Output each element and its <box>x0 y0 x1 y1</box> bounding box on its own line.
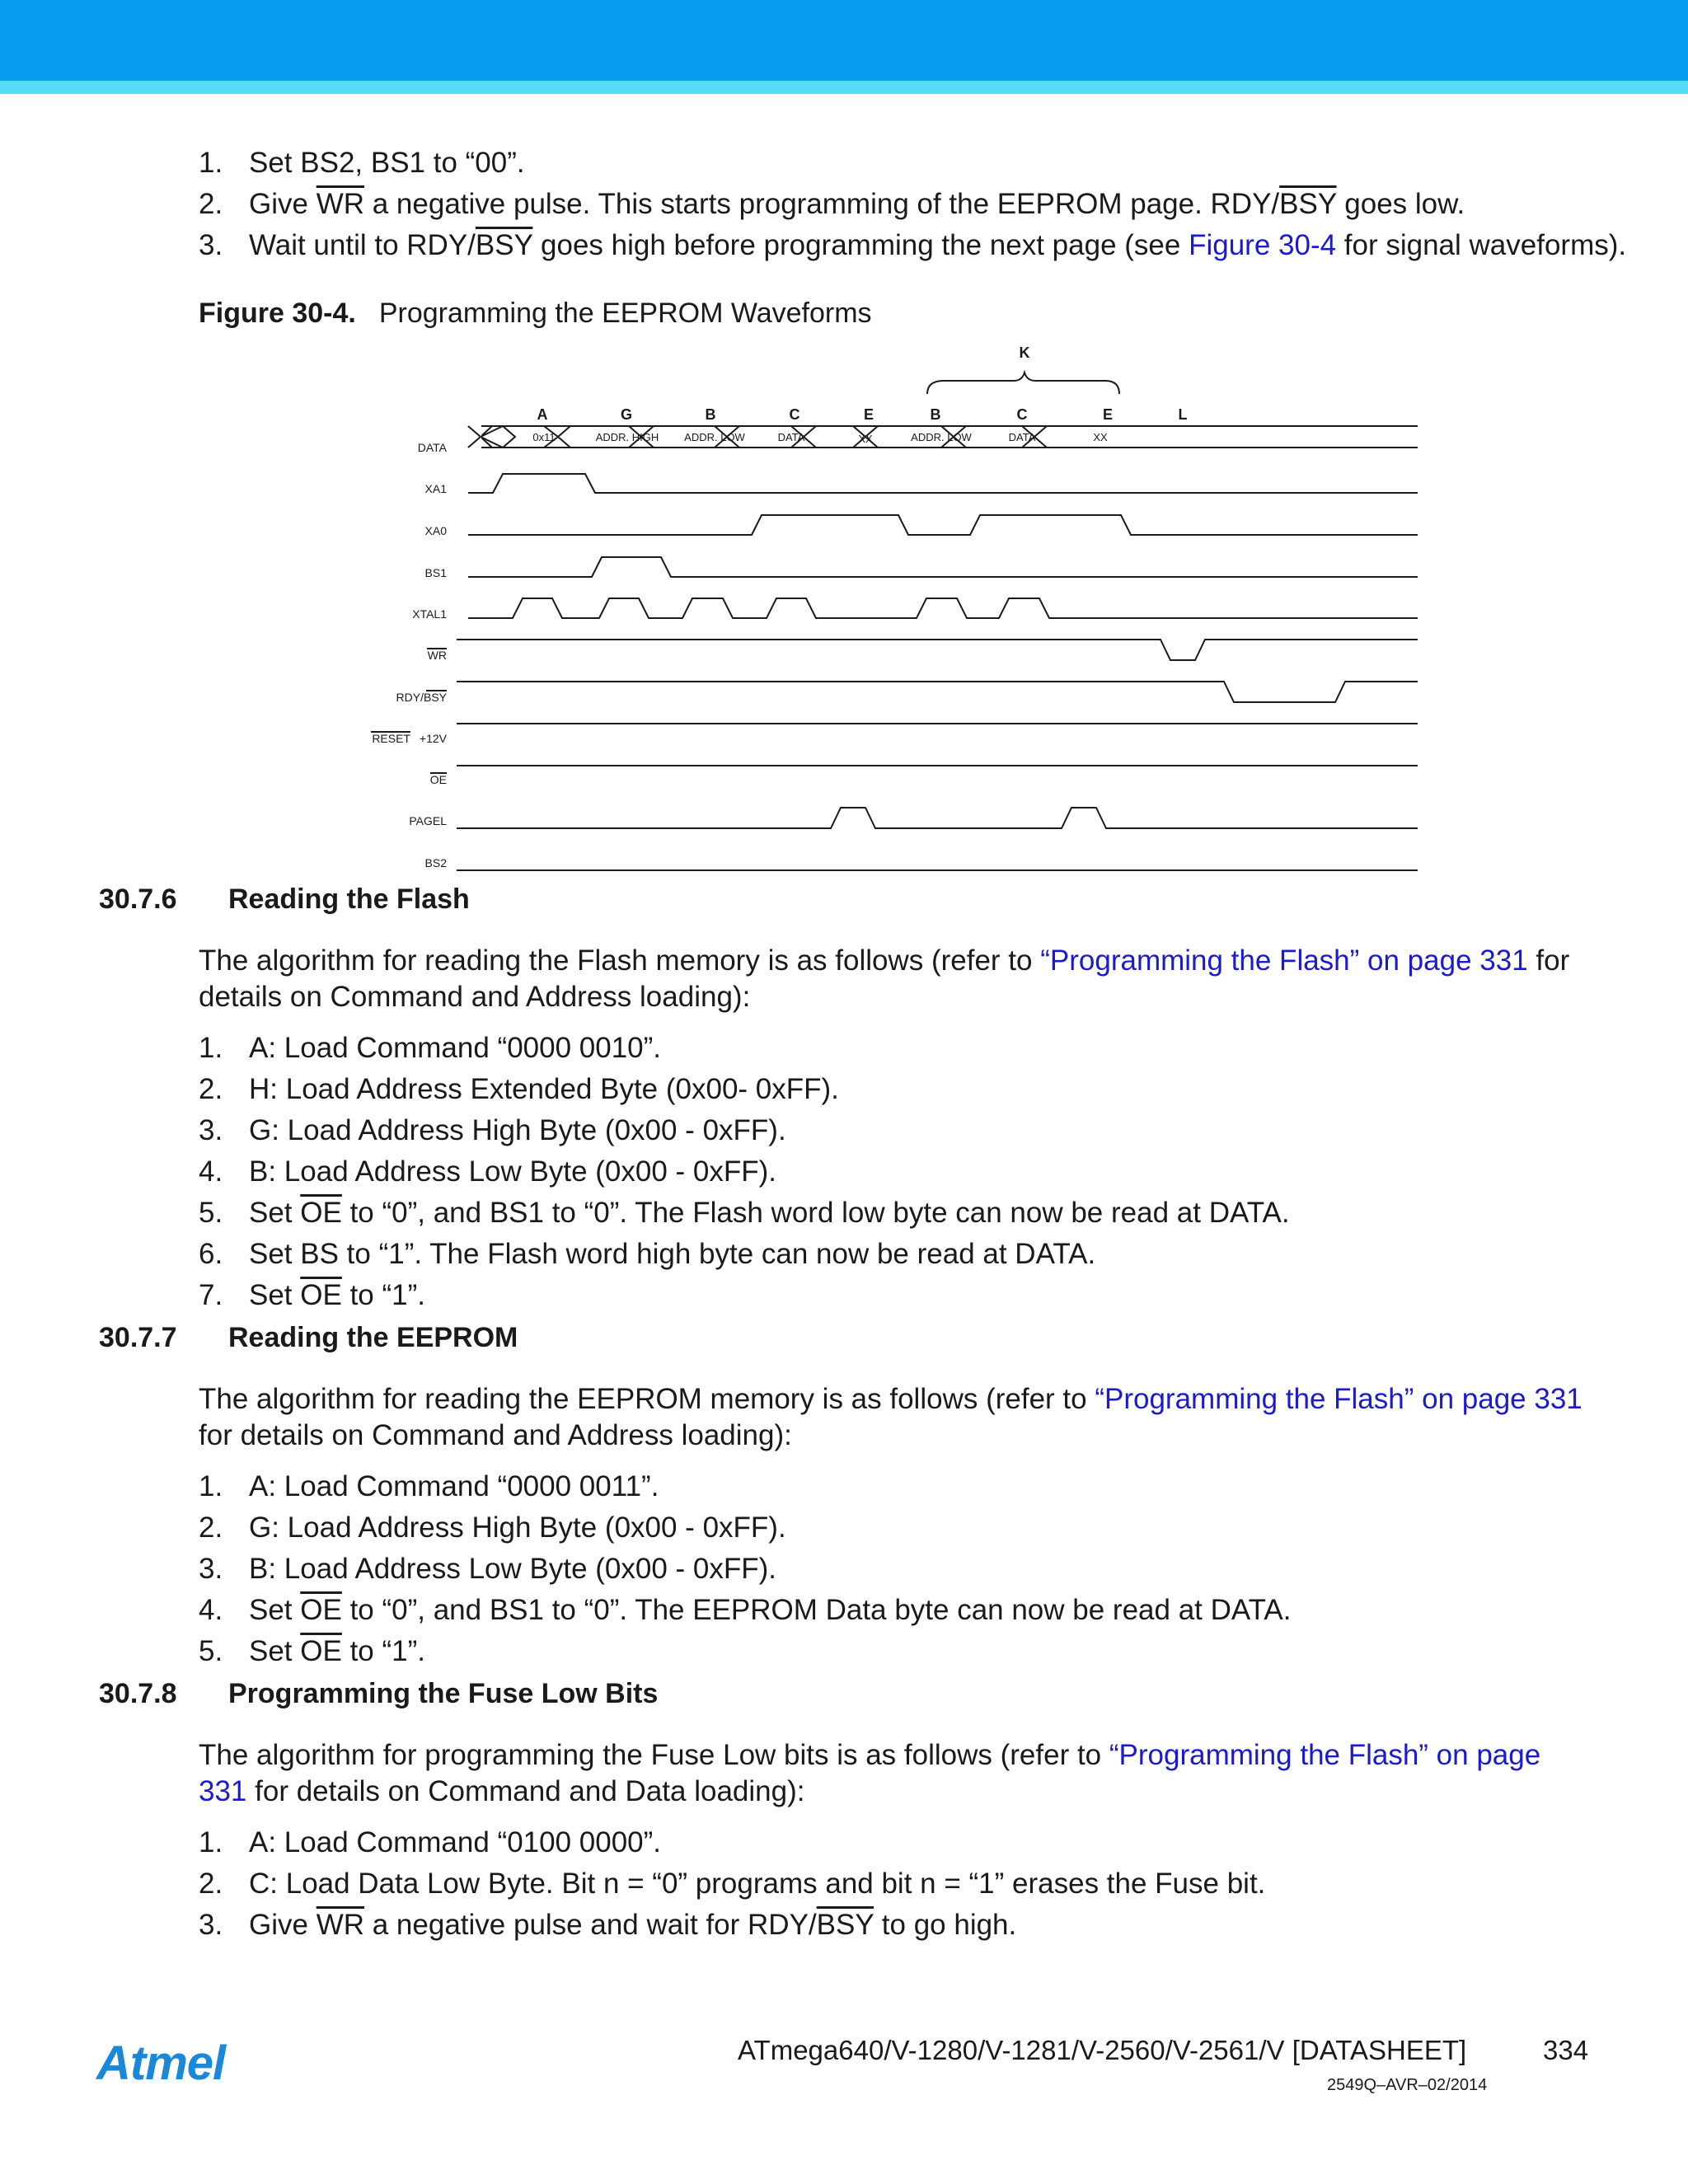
list-number: 6. <box>199 1238 223 1270</box>
paragraph-text: for details on Command and Address loading): <box>199 944 1570 1013</box>
overline-signal: $\overline{OE}$ <box>300 1197 342 1229</box>
figure-title: Programming the EEPROM Waveforms <box>378 298 872 329</box>
list-text: A: Load Command “0000 0011”. <box>249 1470 659 1502</box>
list-number: 3. <box>199 1553 223 1585</box>
signal-label-xtal1: XTAL1 <box>412 607 447 621</box>
list-number: 2. <box>199 188 223 220</box>
list-text: Set <box>249 1635 301 1667</box>
section-number: 30.7.8 <box>99 1678 177 1709</box>
list-text: Set BS2, BS1 to “00”. <box>249 147 525 179</box>
phase-letter: B <box>705 406 716 423</box>
list-item <box>199 186 1465 223</box>
signal-label-12v: +12V <box>419 732 447 745</box>
list-text: A: Load Command “0000 0010”. <box>249 1032 662 1064</box>
list-item <box>199 145 525 181</box>
list-text: H: Load Address Extended Byte (0x00- 0xFF). <box>249 1073 839 1105</box>
list-text: goes high before programming the next page (see <box>532 229 1189 261</box>
signal-label-pagel: PAGEL <box>409 814 447 827</box>
list-text: to “1”. <box>341 1279 425 1311</box>
list-number: 2. <box>199 1868 223 1900</box>
signal-label-rdy-bsy: RDY/BSY <box>396 691 447 704</box>
xa1-waveform <box>468 474 1418 493</box>
list-text: Give <box>249 188 316 220</box>
signal-label-oe: OE <box>429 773 447 786</box>
list-item <box>199 1866 1265 1902</box>
paragraph <box>199 943 1592 1015</box>
list-text: Set <box>249 1197 301 1229</box>
phase-letter: B <box>930 406 941 423</box>
list-text: Set <box>249 1594 301 1626</box>
list-number: 5. <box>199 1197 223 1229</box>
list-text: A: Load Command “0100 0000”. <box>249 1826 662 1858</box>
phase-letter: A <box>537 406 548 423</box>
list-number: 2. <box>199 1073 223 1105</box>
data-value: ADDR. HIGH <box>595 431 659 443</box>
list-text: G: Load Address High Byte (0x00 - 0xFF). <box>249 1114 786 1146</box>
section-number: 30.7.7 <box>99 1322 177 1353</box>
overline-signal: $\overline{OE}$ <box>300 1279 342 1311</box>
signal-label-bs1: BS1 <box>424 566 447 579</box>
figure-caption <box>199 295 872 331</box>
phase-letter: E <box>863 406 874 423</box>
list-item <box>199 1071 839 1108</box>
list-item <box>199 1113 786 1149</box>
xa0-waveform <box>468 515 1418 535</box>
list-text: to go high. <box>874 1909 1017 1941</box>
list-text: B: Load Address Low Byte (0x00 - 0xFF). <box>249 1155 777 1188</box>
paragraph-text: The algorithm for reading the Flash memory is as follows (refer to <box>199 944 1041 977</box>
wr-waveform <box>457 640 1418 660</box>
brace-label: K <box>1019 344 1030 361</box>
list-item <box>199 1633 425 1670</box>
list-number: 4. <box>199 1594 223 1626</box>
waveform-diagram <box>354 334 1426 878</box>
section-number: 30.7.6 <box>99 883 177 915</box>
list-item <box>199 1510 786 1546</box>
overline-signal: $\overline{BSY}$ <box>1279 188 1337 220</box>
list-item <box>199 1592 1292 1629</box>
phase-letter: E <box>1102 406 1114 423</box>
paragraph-text: The algorithm for reading the EEPROM memory is as follows (refer to <box>199 1383 1095 1415</box>
list-number: 7. <box>199 1279 223 1311</box>
paragraph-text: for details on Command and Data loading): <box>246 1775 805 1807</box>
cross-reference-link[interactable]: “Programming the Flash” on page 331 <box>1095 1383 1582 1415</box>
overline-signal: $\overline{OE}$ <box>300 1594 342 1626</box>
list-text: C: Load Data Low Byte. Bit n = “0” programs and bit n = “1” erases the Fuse bit. <box>249 1868 1266 1900</box>
cross-reference-link[interactable]: “Programming the Flash” on page 331 <box>199 1739 1541 1807</box>
section-title: Reading the Flash <box>228 883 470 915</box>
signal-label-bs2: BS2 <box>424 856 447 869</box>
list-number: 1. <box>199 1826 223 1858</box>
list-item <box>199 1030 661 1066</box>
overline-signal: $\overline{WR}$ <box>316 1909 365 1941</box>
signal-label-data: DATA <box>417 441 447 454</box>
data-value: ADDR. LOW <box>911 431 972 443</box>
header-band <box>0 0 1688 81</box>
section-heading <box>99 1675 658 1712</box>
list-item <box>199 1195 1290 1231</box>
signal-label-wr: WR <box>427 649 447 662</box>
data-value: DATA <box>777 431 805 443</box>
list-item <box>199 1277 425 1314</box>
list-item <box>199 1907 1016 1943</box>
section-heading <box>99 1319 518 1356</box>
paragraph <box>199 1381 1592 1454</box>
signal-label-reset: RESET <box>372 732 410 745</box>
page-number: 334 <box>1543 2035 1589 2065</box>
phase-letter: L <box>1178 406 1188 423</box>
rdy-bsy-waveform <box>457 682 1418 702</box>
list-number: 1. <box>199 147 223 179</box>
header-stripe <box>0 81 1688 94</box>
section-title: Programming the Fuse Low Bits <box>228 1678 659 1709</box>
list-number: 1. <box>199 1470 223 1502</box>
list-text: Set BS to “1”. The Flash word high byte can now be read at DATA. <box>249 1238 1096 1270</box>
data-value: XX <box>858 433 873 445</box>
section-heading <box>99 881 470 917</box>
list-number: 3. <box>199 229 223 261</box>
brace <box>927 373 1119 394</box>
list-text: to “0”, and BS1 to “0”. The EEPROM Data byte can now be read at DATA. <box>341 1594 1292 1626</box>
list-text: to “1”. <box>341 1635 425 1667</box>
bs1-waveform <box>468 557 1418 577</box>
phase-letter: G <box>620 406 633 423</box>
xtal1-waveform <box>468 598 1418 618</box>
list-number: 3. <box>199 1114 223 1146</box>
list-text: a negative pulse. This starts programming of the EEPROM page. RDY/ <box>364 188 1280 220</box>
list-number: 4. <box>199 1155 223 1188</box>
data-value: XX <box>1093 431 1108 443</box>
phase-letter: C <box>1016 406 1028 423</box>
data-value: 0x11 <box>532 431 556 443</box>
figure-link[interactable]: Figure 30-4 <box>1189 229 1337 261</box>
overline-signal: $\overline{BSY}$ <box>816 1909 874 1941</box>
list-text: Give <box>249 1909 316 1941</box>
list-item <box>199 1469 659 1505</box>
paragraph-text: The algorithm for programming the Fuse Low bits is as follows (refer to <box>199 1739 1109 1771</box>
list-text: for signal waveforms). <box>1336 229 1627 261</box>
data-bus-crossings <box>503 426 515 448</box>
list-item <box>199 227 1626 264</box>
figure-label: Figure 30-4. <box>199 298 356 329</box>
data-value: DATA <box>1008 431 1036 443</box>
paragraph-text: for details on Command and Address loading): <box>199 1419 792 1451</box>
atmel-logo: Atmel <box>96 2036 226 2090</box>
list-text: to “0”, and BS1 to “0”. The Flash word low byte can now be read at DATA. <box>341 1197 1290 1229</box>
overline-signal: $\overline{WR}$ <box>316 188 365 220</box>
document-code: 2549Q–AVR–02/2014 <box>1327 2076 1488 2094</box>
list-item <box>199 1825 661 1861</box>
pagel-waveform <box>457 808 1418 828</box>
list-text: G: Load Address High Byte (0x00 - 0xFF). <box>249 1511 786 1544</box>
overline-signal: $\overline{OE}$ <box>300 1635 342 1667</box>
list-text: B: Load Address Low Byte (0x00 - 0xFF). <box>249 1553 777 1585</box>
paragraph <box>199 1737 1592 1810</box>
section-title: Reading the EEPROM <box>228 1322 518 1353</box>
list-text: a negative pulse and wait for RDY/ <box>364 1909 817 1941</box>
overline-signal: $\overline{BSY}$ <box>475 229 533 261</box>
list-text: Set <box>249 1279 301 1311</box>
phase-letter: C <box>789 406 800 423</box>
footer-document-title: ATmega640/V-1280/V-1281/V-2560/V-2561/V [DATASHEET] <box>738 2035 1467 2065</box>
list-item <box>199 1236 1095 1272</box>
list-text: goes low. <box>1336 188 1465 220</box>
list-item <box>199 1551 776 1587</box>
list-number: 1. <box>199 1032 223 1064</box>
signal-label-xa1: XA1 <box>424 482 447 495</box>
list-number: 5. <box>199 1635 223 1667</box>
data-value: ADDR. LOW <box>684 431 745 443</box>
list-text: Wait until to RDY/ <box>249 229 476 261</box>
list-number: 3. <box>199 1909 223 1941</box>
list-number: 2. <box>199 1511 223 1544</box>
list-item <box>199 1154 776 1190</box>
signal-label-xa0: XA0 <box>424 524 447 537</box>
cross-reference-link[interactable]: “Programming the Flash” on page 331 <box>1040 944 1528 977</box>
